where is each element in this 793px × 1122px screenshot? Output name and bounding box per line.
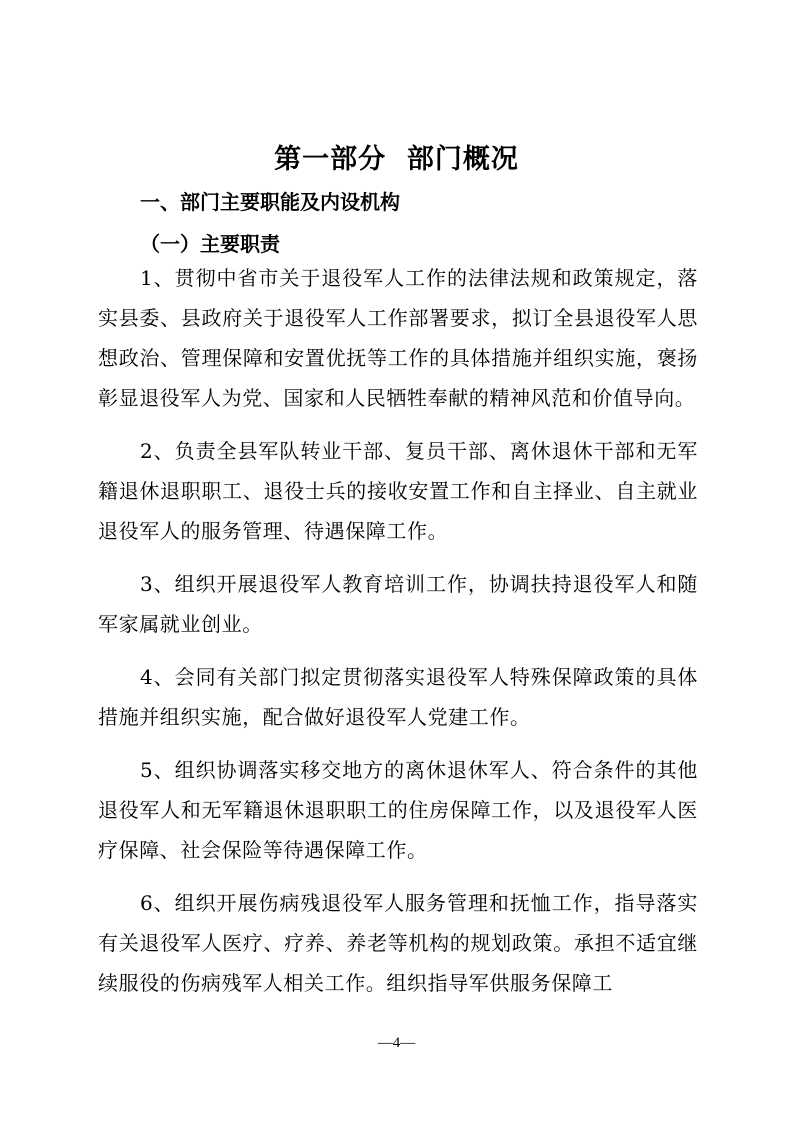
paragraph-2: 2、负责全县军队转业干部、复员干部、离休退休干部和无军籍退休退职职工、退役士兵的接收安置工作和自主择业、自主就业退役军人的服务管理、待遇保障工作。	[98, 439, 698, 543]
paragraph-6: 6、组织开展伤病残退役军人服务管理和抚恤工作，指导落实有关退役军人医疗、疗养、养老等机构的规划政策。承担不适宜继续服役的伤病残军人相关工作。组织指导军供服务保障工	[98, 891, 698, 995]
paragraph-5: 5、组织协调落实移交地方的离休退休军人、符合条件的其他退役军人和无军籍退休退职职工的住房保障工作，以及退役军人医疗保障、社会保险等待遇保障工作。	[98, 758, 698, 862]
paragraph-3: 3、组织开展退役军人教育培训工作，协调扶持退役军人和随军家属就业创业。	[98, 572, 698, 636]
subsection-heading: （一）主要职责	[140, 232, 280, 256]
paragraph-1: 1、贯彻中省市关于退役军人工作的法律法规和政策规定，落实县委、县政府关于退役军人工作部署要求，拟订全县退役军人思想政治、管理保障和安置优抚等工作的具体措施并组织实施，褒扬彰显退役军人为党、国家和人民牺牲奉献的精神风范和价值导向。	[98, 266, 698, 410]
page-title: 第一部分 部门概况	[274, 144, 519, 175]
paragraph-4: 4、会同有关部门拟定贯彻落实退役军人特殊保障政策的具体措施并组织实施，配合做好退役军人党建工作。	[98, 665, 698, 729]
section-heading: 一、部门主要职能及内设机构	[140, 190, 400, 214]
page-number: —4—	[377, 1035, 416, 1051]
body-text	[98, 258, 698, 1016]
